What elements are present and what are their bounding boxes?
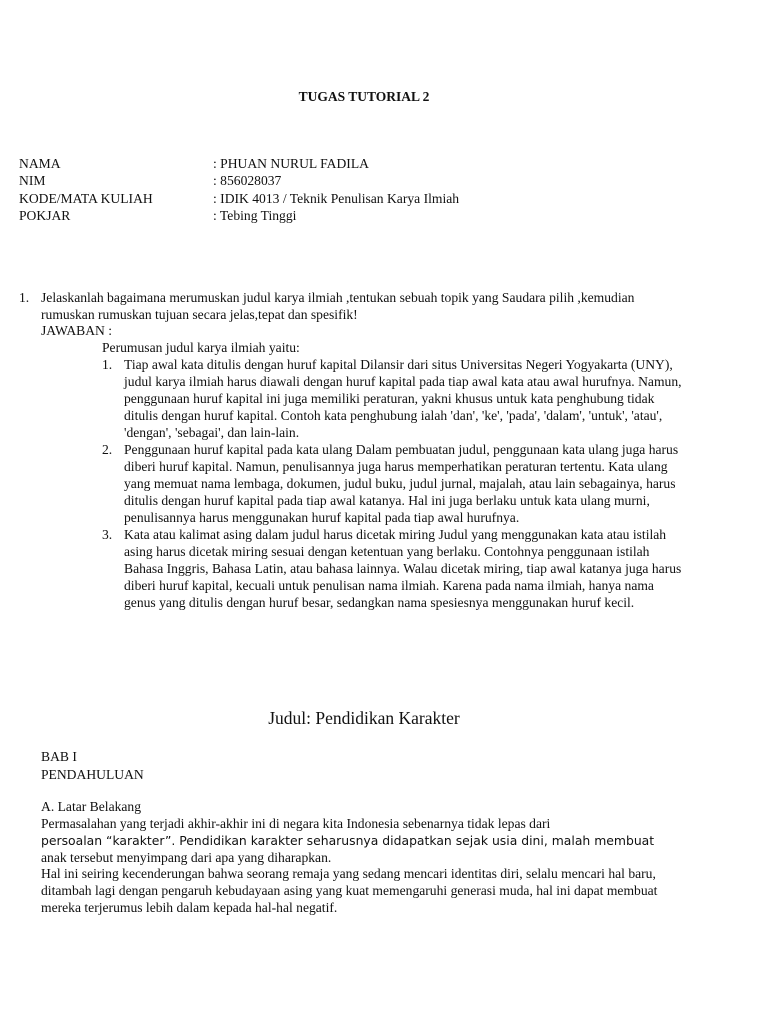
identity-value: : 856028037	[213, 173, 282, 189]
answer-intro: Perumusan judul karya ilmiah yaitu:	[102, 340, 300, 355]
identity-row-pokjar	[19, 207, 459, 224]
section-heading: A. Latar Belakang	[41, 799, 142, 814]
chapter-heading	[41, 748, 144, 783]
answer-list	[102, 356, 682, 611]
list-item-number: 3.	[102, 527, 113, 542]
chapter-title: PENDAHULUAN	[41, 766, 144, 782]
identity-label: NIM	[19, 173, 46, 189]
list-item	[102, 356, 682, 441]
list-item-number: 1.	[102, 357, 113, 372]
identity-label: NAMA	[19, 156, 61, 171]
list-item-text: Kata atau kalimat asing dalam judul harus dicetak miring Judul yang menggunakan kata atau istilah asing harus dicetak miring sesuai dengan ketentuan yang berlaku. Contohnya penggunaan istilah Bahasa Inggris, Bahasa Latin, atau bahasa lainnya. Walau dicetak miring, tiap awal katanya juga harus diberi huruf kapital, kecuali untuk penulisan nama ilmiah. Karena pada nama ilmiah, hanya nama genus yang ditulis dengan huruf besar, sedangkan nama spesiesnya menggunakan huruf kecil.	[124, 527, 682, 610]
identity-table	[19, 155, 459, 224]
list-item	[102, 526, 682, 611]
list-item-text: Tiap awal kata ditulis dengan huruf kapital Dilansir dari situs Universitas Negeri Yogyakarta (UNY), judul karya ilmiah harus diawali dengan huruf kapital pada tiap awal kata atau awal hurufnya. Namun, penggunaan huruf kapital ini juga memiliki peraturan, yakni khusus untuk kata penghubung tidak ditulis dengan huruf kapital. Contoh kata penghubung ialah 'dan', 'ke', 'pada', 'dalam', 'untuk', 'atau', 'dengan', 'sebagai', dan lain-lain.	[124, 357, 682, 440]
identity-value: : Tebing Tinggi	[213, 207, 297, 223]
question-text: Jelaskanlah bagaimana merumuskan judul karya ilmiah ,tentukan sebuah topik yang Saudara pilih ,kemudian rumuskan rumuskan tujuan secara jelas,tepat dan spesifik!	[41, 290, 635, 322]
list-item-number: 2.	[102, 442, 113, 457]
answer-label: JAWABAN :	[41, 323, 113, 338]
list-item	[102, 441, 682, 526]
identity-label: POKJAR	[19, 207, 71, 223]
paragraph-line: anak tersebut menyimpang dari apa yang diharapkan.	[41, 850, 332, 865]
paragraph-line: persoalan “karakter”. Pendidikan karakter seharusnya didapatkan sejak usia dini, malah membuat	[41, 833, 655, 848]
identity-value: : PHUAN NURUL FADILA	[213, 156, 369, 171]
identity-row-nim	[19, 172, 459, 189]
essay-title: Judul: Pendidikan Karakter	[268, 708, 460, 728]
identity-label: KODE/MATA KULIAH	[19, 190, 153, 206]
chapter-number: BAB I	[41, 749, 77, 764]
paragraph-line: Permasalahan yang terjadi akhir-akhir ini di negara kita Indonesia sebenarnya tidak lepas dari	[41, 816, 551, 831]
question-number: 1.	[19, 290, 30, 305]
identity-row-nama	[19, 155, 459, 172]
identity-value: : IDIK 4013 / Teknik Penulisan Karya Ilmiah	[213, 190, 460, 206]
identity-row-kode	[19, 190, 459, 207]
paragraph-1	[41, 815, 681, 866]
paragraph-2: Hal ini seiring kecenderungan bahwa seorang remaja yang sedang mencari identitas diri, selalu mencari hal baru, ditambah lagi dengan pengaruh kebudayaan asing yang kuat memengaruhi generasi muda, hal ini dapat membuat mereka terjerumus lebih dalam kepada hal-hal negatif.	[41, 866, 658, 915]
list-item-text: Penggunaan huruf kapital pada kata ulang Dalam pembuatan judul, penggunaan kata ulang juga harus diberi huruf kapital. Namun, penulisannya juga harus memperhatikan peraturan tertentu. Kata ulang yang memuat nama lembaga, dokumen, judul buku, judul jurnal, majalah, atau lain sebagainya, harus ditulis dengan huruf kapital pada tiap awal katanya. Hal ini juga berlaku untuk kata ulang murni, penulisannya harus menggunakan huruf kapital pada tiap awal hurufnya.	[124, 442, 679, 525]
document-title: TUGAS TUTORIAL 2	[298, 89, 430, 104]
